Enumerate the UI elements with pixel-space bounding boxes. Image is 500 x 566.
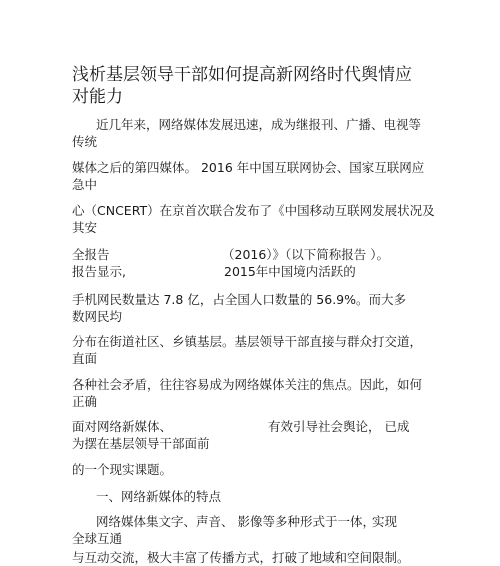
paragraph-line: 急中: [72, 177, 98, 192]
paragraph-line: 近几年来，网络媒体发展迅速，成为继报刊、广播、电视等: [96, 117, 422, 132]
paragraph-line: 报告显示,: [72, 264, 126, 279]
paragraph-line: 的一个现实课题。: [72, 462, 173, 477]
section-heading: 一、网络新媒体的特点: [96, 489, 222, 504]
paragraph-line: 直面: [72, 351, 98, 366]
paragraph-line: 其安: [72, 220, 98, 235]
paragraph-line: 正确: [72, 394, 98, 409]
paragraph-line: 分布在街道社区、乡镇基层。基层领导干部直接与群众打交道，: [72, 334, 423, 349]
paragraph-line: 为摆在基层领导干部面前: [72, 436, 210, 451]
paragraph-line: 网络媒体集文字、声音、 影像等多种形式于一体，: [96, 514, 375, 529]
document-title: 浅析基层领导干部如何提高新网络时代舆情应对能力: [72, 65, 412, 107]
paragraph-line: 与互动交流，极大丰富了传播方式，打破了地域和空间限制。: [72, 550, 410, 565]
paragraph-line: 全球互通: [72, 531, 123, 546]
paragraph-line: 手机网民数量达 7.8 亿，占全国人口数量的 56.9%。而大多: [72, 292, 407, 307]
paragraph-line: 有效引导社会舆论， 已成: [268, 419, 410, 434]
paragraph-line: 面对网络新媒体、: [72, 419, 173, 434]
paragraph-line: 传统: [72, 134, 98, 149]
paragraph-line: 实现: [372, 514, 398, 529]
paragraph-line: （2016）》（以下简称报告 ）。: [222, 247, 390, 262]
paragraph-line: 2015年中国境内活跃的: [224, 264, 356, 279]
paragraph-line: 各种社会矛盾，往往容易成为网络媒体关注的焦点。因此，如何: [72, 377, 423, 392]
paragraph-line: 全报告: [72, 247, 110, 262]
paragraph-line: 心（CNCERT）在京首次联合发布了《中国移动互联网发展状况及: [72, 203, 435, 218]
paragraph-line: 数网民均: [72, 309, 123, 324]
paragraph-line: 媒体之后的第四媒体。 2016 年中国互联网协会、国家互联网应: [72, 160, 425, 175]
